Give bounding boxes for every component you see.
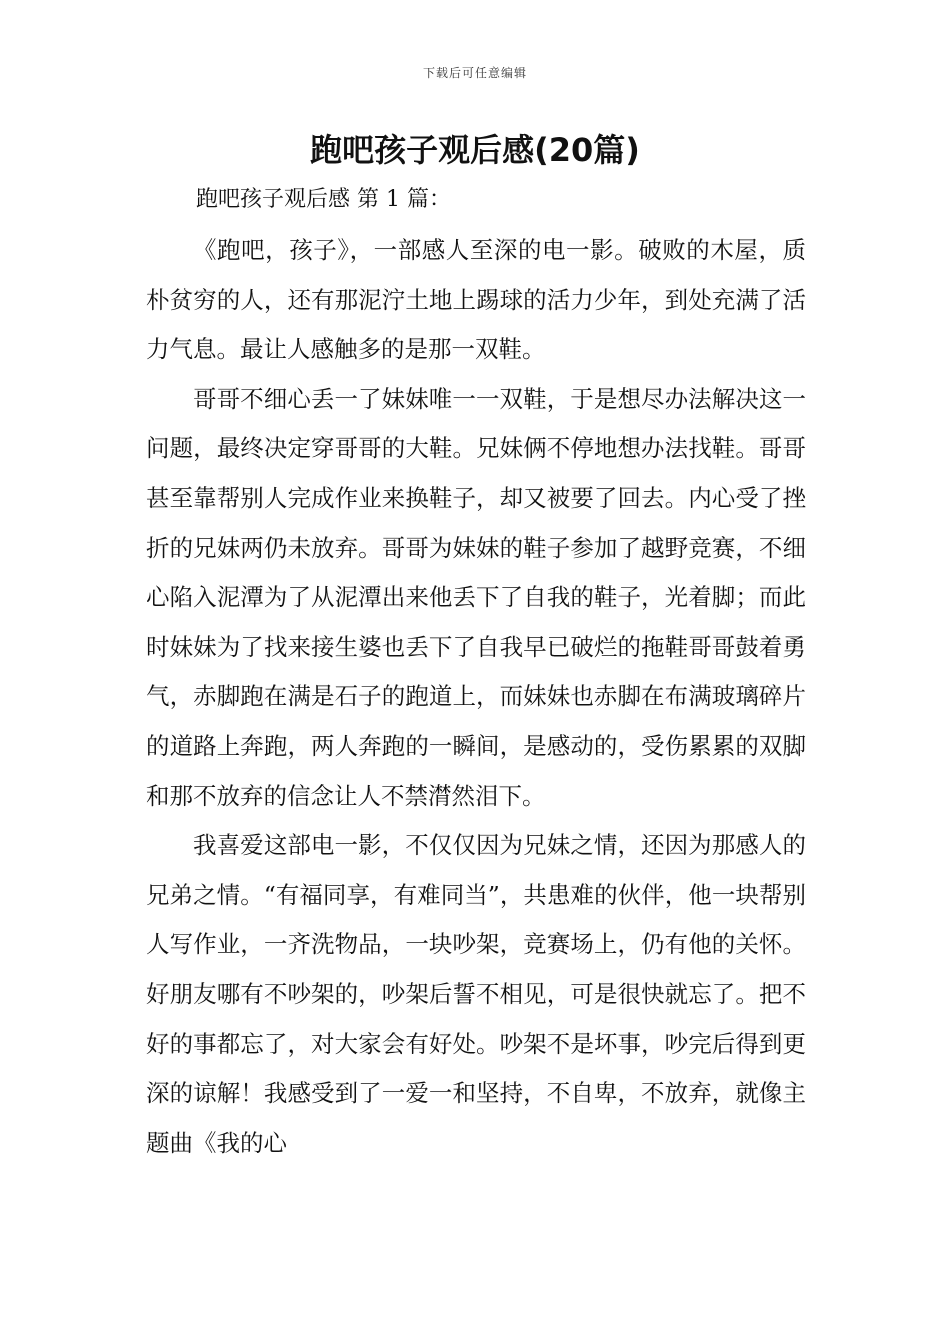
section-heading [196,180,451,220]
document-title: 跑吧孩子观后感(20篇) [310,131,640,169]
paragraph-1: 《跑吧，孩子》，一部感人至深的电一影。破败的木屋，质朴贫穷的人，还有那泥泞土地上踢球的活力少年，到处充满了活力气息。最让人感触多的是那一双鞋。 [146,236,806,364]
section-name: 跑吧孩子观后感 [196,187,351,212]
paragraph-3: 我喜爱这部电一影，不仅仅因为兄妹之情，还因为那感人的兄弟之情。“有福同享，有难同当”，共患难的伙伴，他一块帮别人写作业，一齐洗物品，一块吵架，竞赛场上，仍有他的关怀。好朋友哪有不吵架的，吵架后誓不相见，可是很快就忘了。把不好的事都忘了，对大家会有好处。吵架不是坏事，吵完后得到更深的谅解！我感受到了一爱一和坚持，不自卑，不放弃，就像主题曲《我的心 [146,831,806,1157]
header-note: 下载后可任意编辑 [422,66,527,80]
paragraph-2: 哥哥不细心丢一了妹妹唯一一双鞋，于是想尽办法解决这一问题，最终决定穿哥哥的大鞋。兄妹俩不停地想办法找鞋。哥哥甚至靠帮别人完成作业来换鞋子，却又被要了回去。内心受了挫折的兄妹两仍未放弃。哥哥为妹妹的鞋子参加了越野竞赛，不细心陷入泥潭为了从泥潭出来他丢下了自我的鞋子，光着脚；而此时妹妹为了找来接生婆也丢下了自我早已破烂的拖鞋哥哥鼓着勇气，赤脚跑在满是石子的跑道上，而妹妹也赤脚在布满玻璃碎片的道路上奔跑，两人奔跑的一瞬间，是感动的，受伤累累的双脚和那不放弃的信念让人不禁潸然泪下。 [146,384,806,810]
body-text [146,226,806,1168]
section-number: 第 1 篇： [357,187,451,212]
